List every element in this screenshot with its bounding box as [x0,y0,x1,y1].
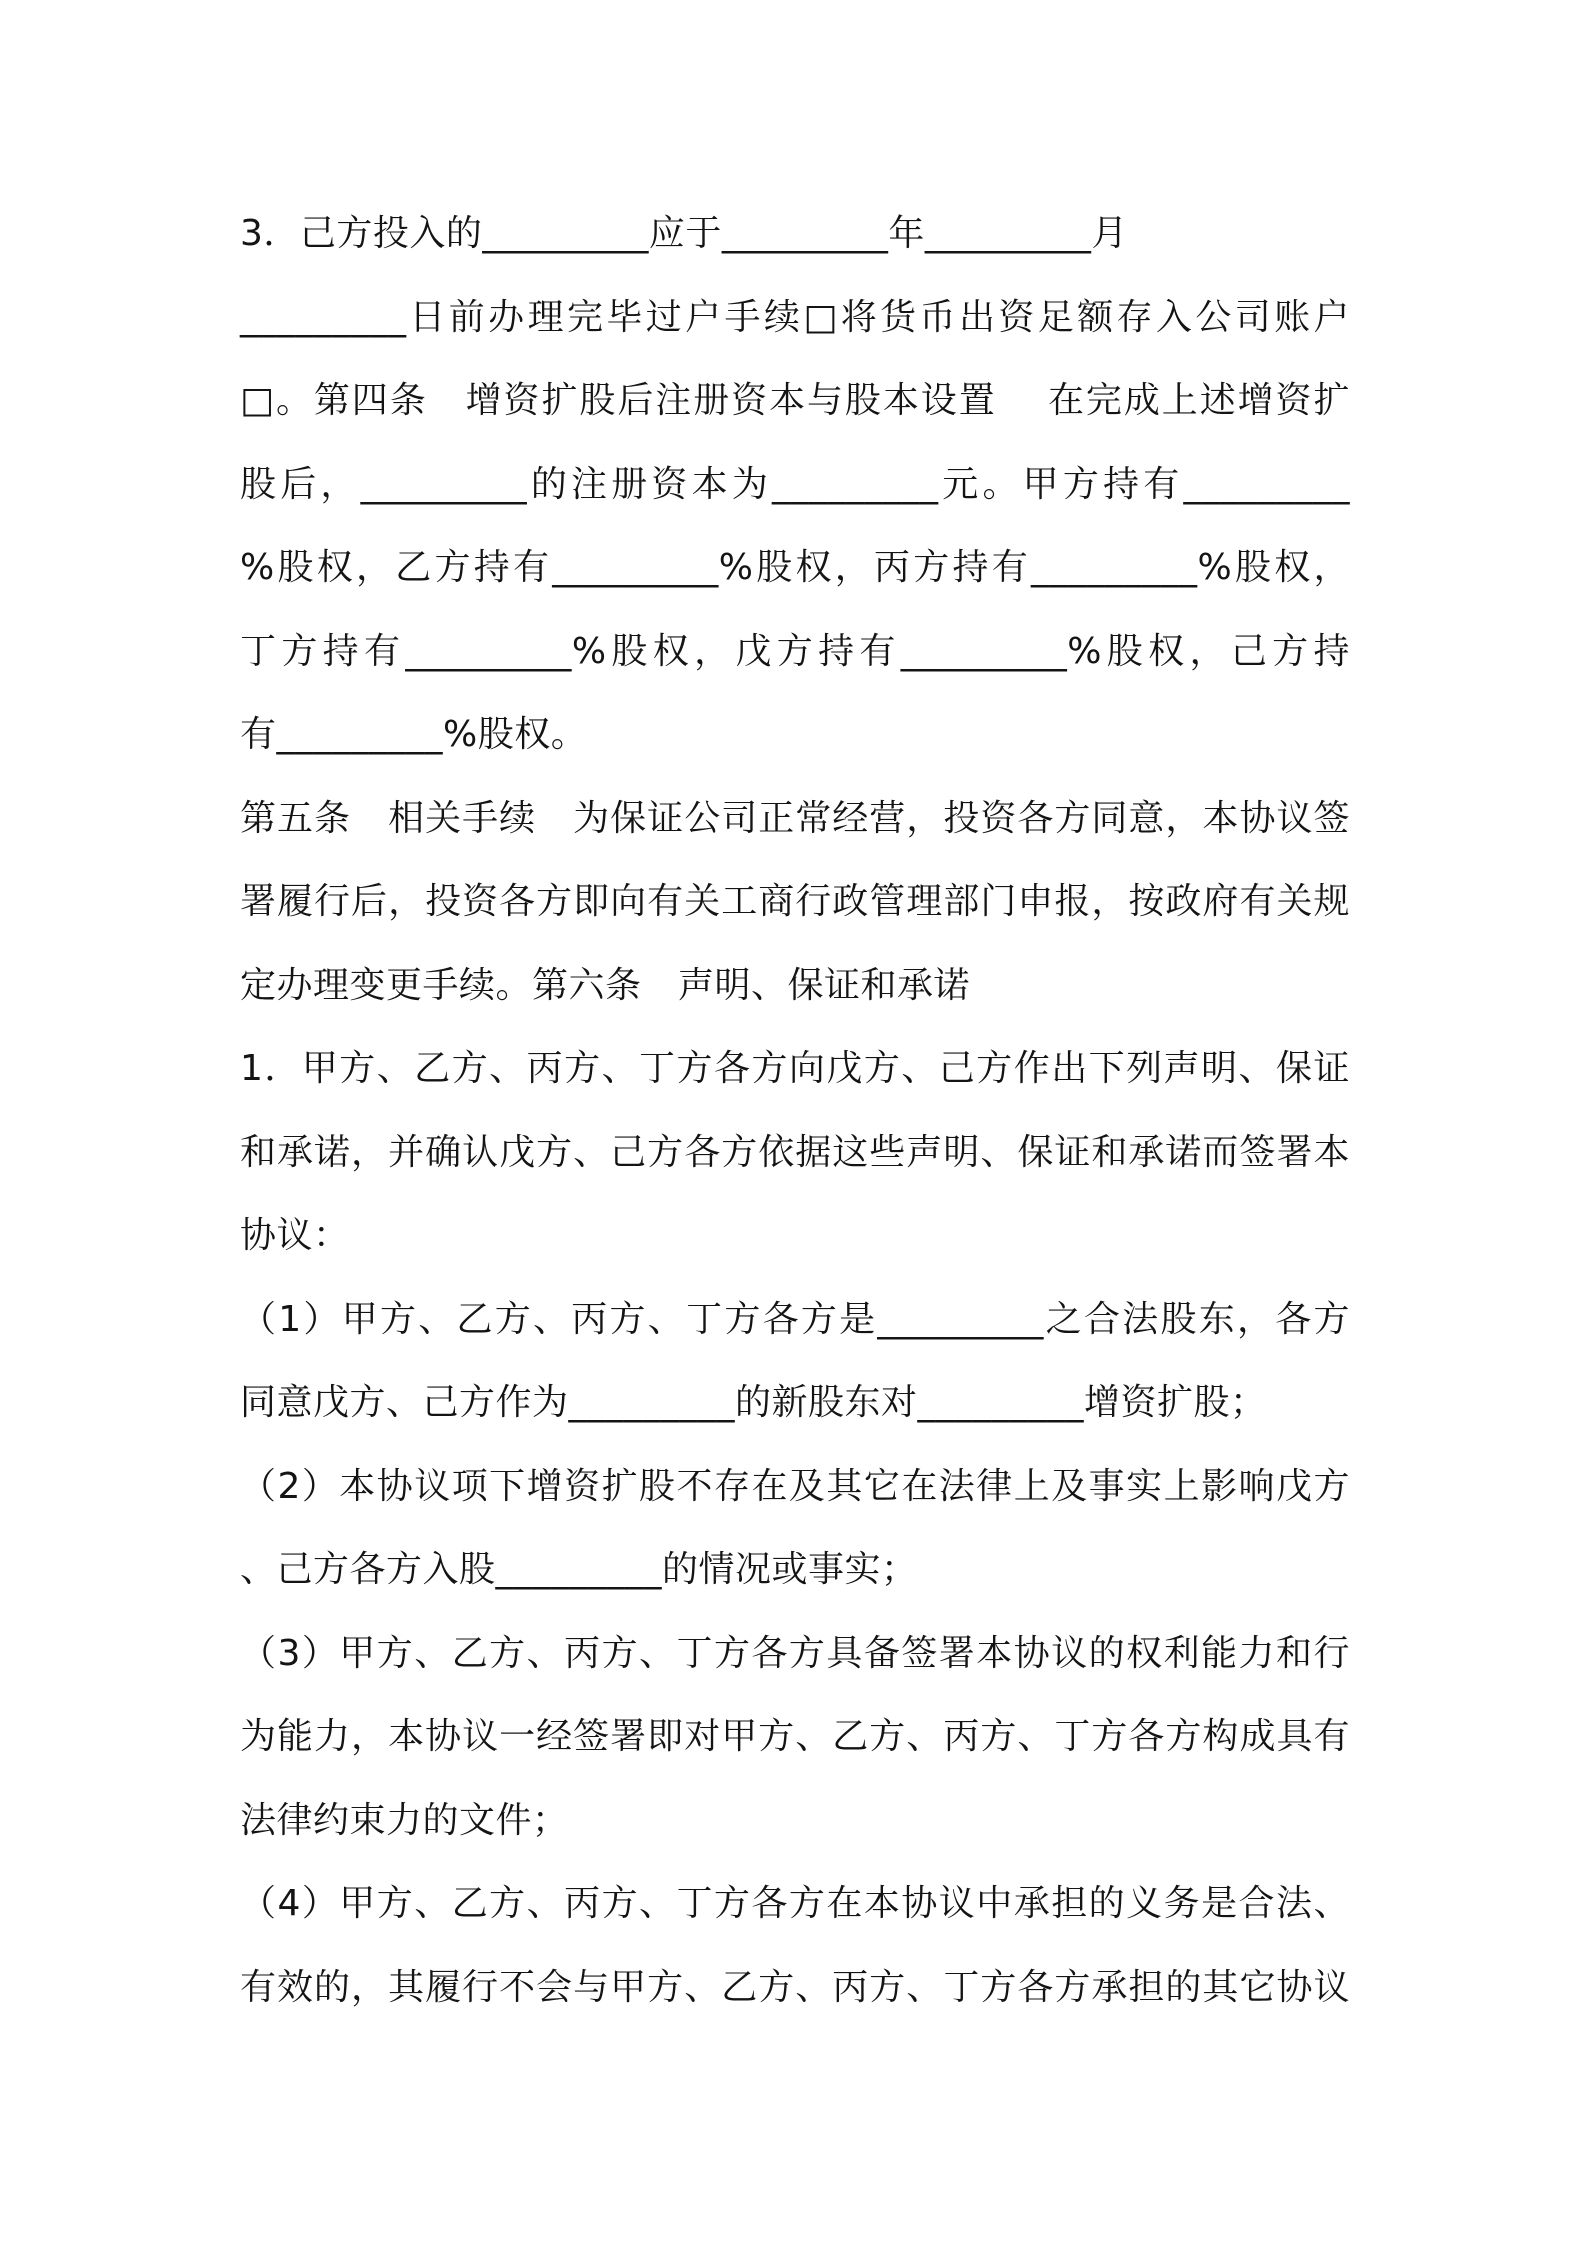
text-line: 同意戊方、己方作为_________的新股东对_________增资扩股； [240,1382,1267,1423]
text-line: 1．甲方、乙方、丙方、丁方各方向戊方、己方作出下列声明、保证 [240,1048,1350,1089]
text-line: □。第四条 增资扩股后注册资本与股本设置 在完成上述增资扩 [240,380,1350,421]
text-line: 署履行后，投资各方即向有关工商行政管理部门申报，按政府有关规 [240,881,1350,922]
text-line: 和承诺，并确认戊方、己方各方依据这些声明、保证和承诺而签署本 [240,1131,1350,1173]
text-line: 定办理变更手续。第六条 声明、保证和承诺 [240,964,971,1006]
text-line: 为能力，本协议一经签署即对甲方、乙方、丙方、丁方各方构成具有 [240,1716,1350,1757]
text-line: 3．己方投入的_________应于_________年_________月 [240,213,1128,254]
document-body [240,192,1350,2029]
text-line: 丁方持有_________%股权，戊方持有_________%股权，己方持 [240,630,1350,672]
text-line: 法律约束力的文件； [240,1799,569,1841]
text-line: _________日前办理完毕过户手续□将货币出资足额存入公司账户 [240,296,1350,338]
text-line: %股权，乙方持有_________%股权，丙方持有_________%股权， [240,547,1350,588]
text-line: 、己方各方入股_________的情况或事实； [240,1549,918,1590]
text-line: （4）甲方、乙方、丙方、丁方各方在本协议中承担的义务是合法、 [240,1883,1350,1924]
text-line: 协议： [240,1215,350,1256]
text-line: （3）甲方、乙方、丙方、丁方各方具备签署本协议的权利能力和行 [240,1632,1350,1674]
text-line: （2）本协议项下增资扩股不存在及其它在法律上及事实上影响戊方 [240,1465,1350,1507]
text-line: 有_________%股权。 [240,714,588,755]
text-line: （1）甲方、乙方、丙方、丁方各方是_________之合法股东，各方 [240,1298,1350,1340]
text-line: 第五条 相关手续 为保证公司正常经营，投资各方同意，本协议签 [240,797,1350,839]
text-line: 有效的，其履行不会与甲方、乙方、丙方、丁方各方承担的其它协议 [240,1966,1350,2008]
text-line: 股后，_________的注册资本为_________元。甲方持有_________ [240,463,1350,505]
